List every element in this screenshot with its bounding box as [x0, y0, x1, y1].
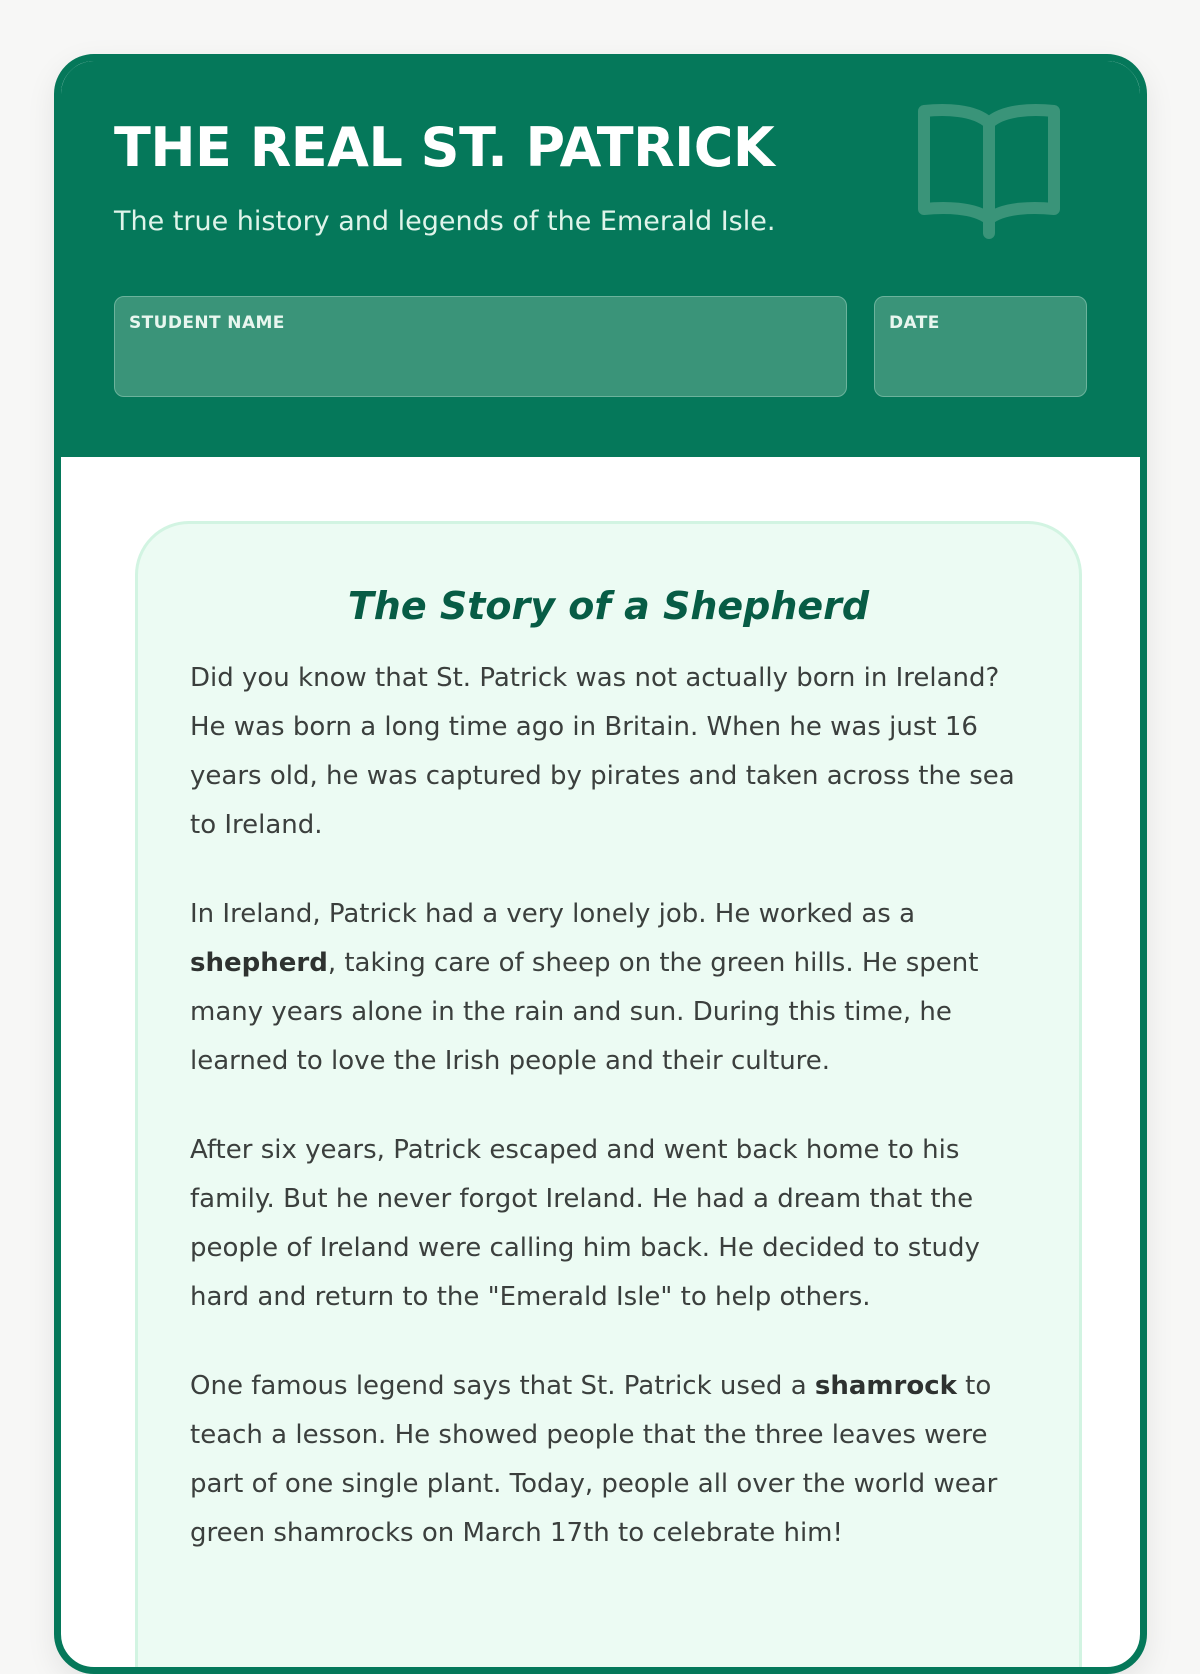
keyword-shepherd: shepherd [190, 948, 328, 978]
page-subtitle: The true history and legends of the Emerald Isle. [114, 206, 776, 237]
story-body [190, 654, 1030, 1598]
page-title: THE REAL ST. PATRICK [114, 116, 775, 179]
story-paragraph [190, 890, 1030, 1086]
book-icon [914, 101, 1064, 241]
worksheet-card [54, 54, 1147, 1674]
paragraph-text: , taking care of sheep on the green hills. He spent many years alone in the rain and sun. During this time, he learned to love the Irish people and their culture. [190, 948, 979, 1076]
student-name-label: STUDENT NAME [129, 313, 285, 333]
keyword-shamrock: shamrock [814, 1371, 957, 1401]
paragraph-text: After six years, Patrick escaped and went back home to his family. But he never forgot Ireland. He had a dream that the people of Ireland were calling him back. He decided to study hard and return to the "Emerald Isle" to help others. [190, 1135, 980, 1312]
story-paragraph [190, 1362, 1030, 1558]
story-panel [135, 521, 1082, 1674]
story-paragraph [190, 1126, 1030, 1322]
student-name-input[interactable] [129, 343, 832, 385]
paragraph-text: In Ireland, Patrick had a very lonely job. He worked as a [190, 899, 916, 929]
paragraph-text: One famous legend says that St. Patrick used a [190, 1371, 815, 1401]
story-paragraph [190, 654, 1030, 850]
paragraph-text: Did you know that St. Patrick was not actually born in Ireland? He was born a long time ago in Britain. When he was just 16 years old, he was captured by pirates and taken across the sea to Ireland. [190, 663, 1015, 840]
date-field[interactable] [874, 296, 1087, 397]
paragraph-text: to teach a lesson. He showed people that the three leaves were part of one single plant. Today, people all over the world wear green shamrocks on March 17th to celebrate him! [190, 1371, 998, 1548]
student-name-field[interactable] [114, 296, 847, 397]
date-input[interactable] [889, 343, 1072, 385]
story-title: The Story of a Shepherd [347, 584, 870, 628]
date-label: DATE [889, 313, 940, 333]
worksheet-header [61, 61, 1140, 457]
